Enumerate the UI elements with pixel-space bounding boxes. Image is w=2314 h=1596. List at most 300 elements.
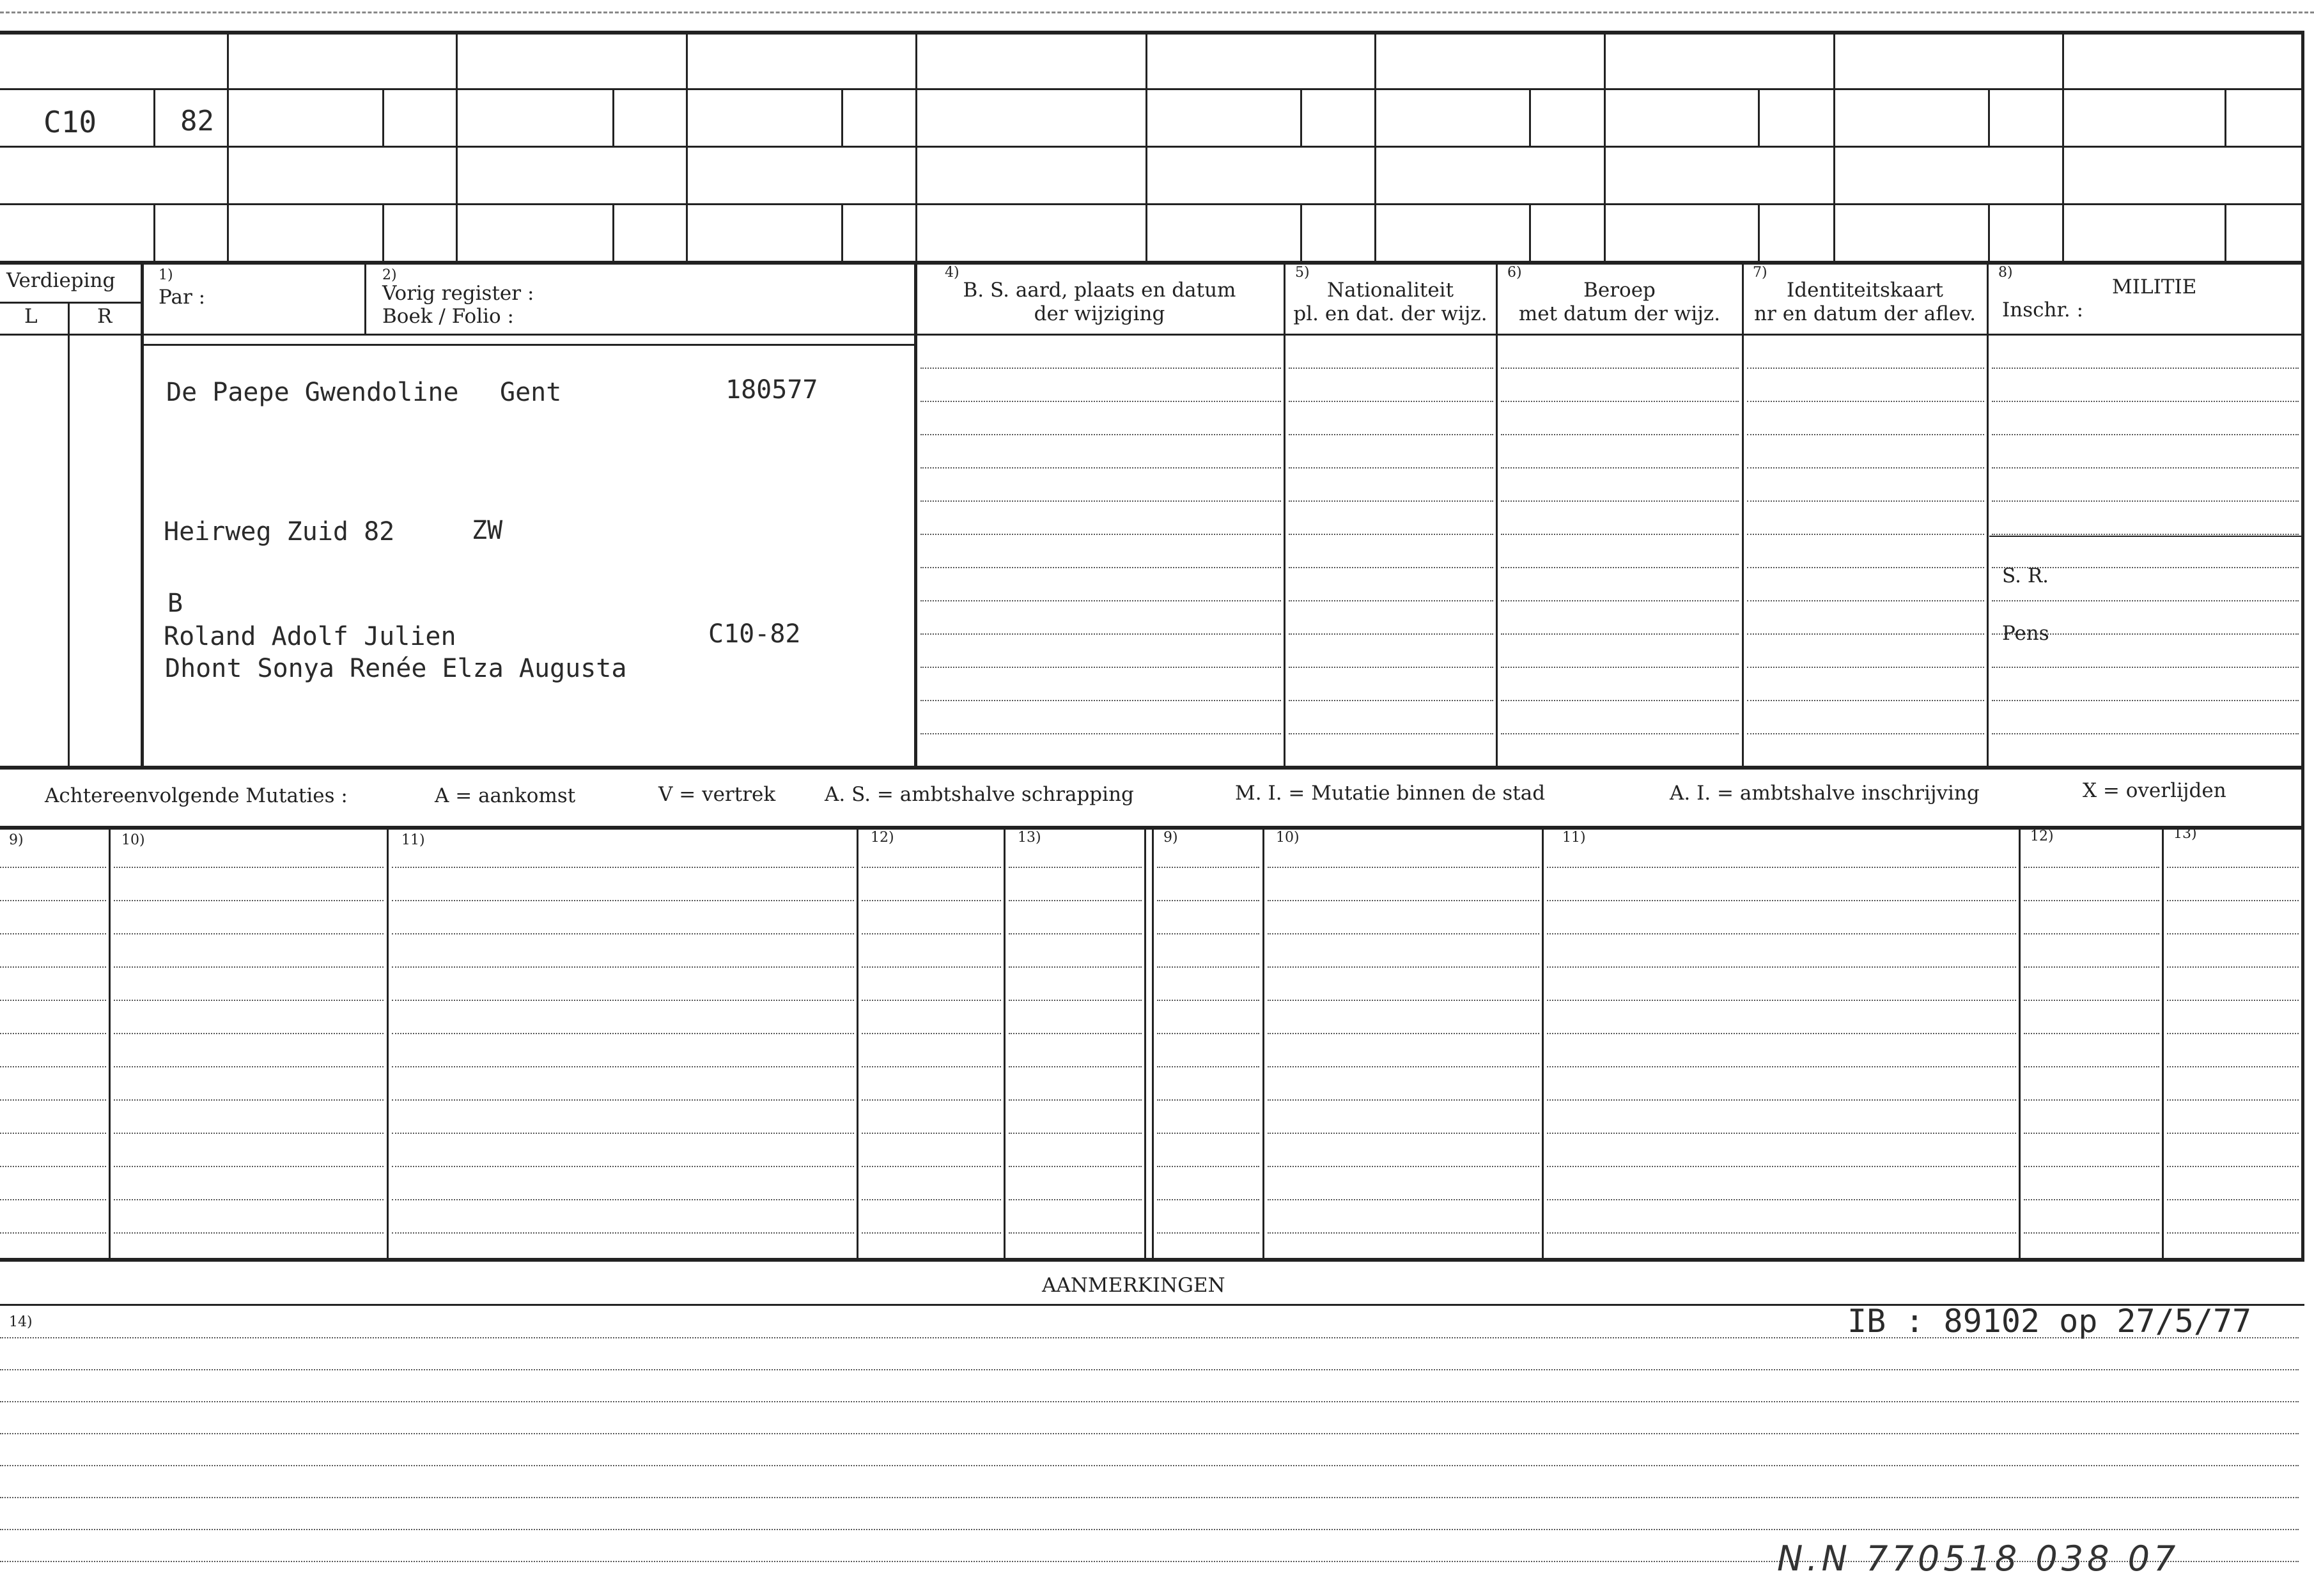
number-value: 82 [180,105,214,137]
dotted-rule [1547,1166,2016,1167]
dotted-rule [862,1199,1001,1200]
grid-sub [153,88,155,146]
dotted-rule [1992,467,2299,469]
dotted-rule [114,1099,384,1101]
ib-note: IB : 89102 op 27/5/77 [1847,1303,2252,1340]
dotted-rule [392,1066,854,1067]
dotted-rule [0,1232,106,1234]
dotted-rule [1157,1232,1259,1234]
left-label: L [24,305,38,328]
mutation-col [857,828,858,1259]
dotted-rule [392,1000,854,1001]
grid-sub [1758,203,1760,261]
dotted-rule [862,1166,1001,1167]
dotted-rule [1992,500,2299,502]
dotted-rule [2167,1000,2299,1001]
identity-card-header [1743,279,1987,326]
grid-sub [1988,88,1990,146]
dotted-rule [114,1166,384,1167]
dotted-rule [392,1166,854,1167]
pens-label: Pens [2002,622,2049,645]
dotted-rule [862,867,1001,868]
record-bottom [0,766,2304,770]
dotted-rule [1009,1199,1142,1200]
dotted-rule [392,1232,854,1234]
mutation-col-number: 12) [2030,828,2054,844]
mother-name: Dhont Sonya Renée Elza Augusta [165,654,627,683]
dotted-rule [1501,733,1739,734]
dotted-rule [1157,1199,1259,1200]
dotted-rule [1268,1099,1539,1101]
mutation-col [2019,828,2021,1259]
grid-line [0,146,2304,148]
dotted-rule [0,1337,2299,1338]
dotted-rule [114,1066,384,1067]
mutation-col-number: 10) [121,832,145,848]
dotted-rule [1289,534,1493,535]
dotted-rule [2024,900,2159,901]
dotted-rule [1009,933,1142,934]
legend-official-registration: A. I. = ambtshalve inschrijving [1670,782,1980,805]
mutation-col [109,828,111,1259]
par-label: Par : [159,286,206,309]
dotted-rule [114,1033,384,1034]
beroep-header-line1: Beroep [1583,279,1656,302]
dotted-rule [1547,966,2016,968]
reference-code: C10-82 [708,619,801,649]
dotted-rule [1157,933,1259,934]
dotted-rule [920,567,1281,568]
dotted-rule [2024,933,2159,934]
dotted-rule [920,500,1281,502]
dotted-rule [392,1033,854,1034]
field-number: 7) [1753,265,1767,281]
dotted-rule [920,733,1281,734]
mutation-col-number: 10) [1276,830,1300,846]
grid-sub [1300,88,1302,146]
dotted-rule [1747,733,1984,734]
dotted-rule [1501,567,1739,568]
dotted-rule [1747,567,1984,568]
mutation-col-number: 12) [871,830,894,846]
grid-sub [1529,88,1531,146]
dotted-rule [862,1099,1001,1101]
dotted-rule [1157,1066,1259,1067]
dotted-rule [1747,434,1984,435]
dotted-rule [1992,534,2299,535]
inschr-label: Inschr. : [2002,298,2084,322]
legend-arrival: A = aankomst [435,784,576,807]
dotted-rule [1547,933,2016,934]
dotted-rule [1009,1033,1142,1034]
dotted-rule [392,1099,854,1101]
dotted-rule [1157,867,1259,868]
dotted-rule [920,600,1281,601]
dotted-rule [0,1066,106,1067]
col-divider [1987,262,1989,767]
dotted-rule [1501,500,1739,502]
dotted-rule [2024,1133,2159,1134]
mutation-col [2162,828,2164,1259]
dotted-rule [1747,633,1984,635]
dotted-rule [114,1232,384,1234]
field-number: 6) [1507,265,1522,281]
mutation-col-number: 9) [9,832,24,848]
dotted-rule [1547,1199,2016,1200]
dotted-rule [1992,401,2299,402]
dotted-rule [1289,467,1493,469]
dotted-rule [114,1133,384,1134]
right-label: R [97,305,113,328]
lr-divider [68,302,70,767]
dotted-rule [1268,867,1539,868]
field-number: 14) [9,1314,33,1330]
dotted-rule [1747,467,1984,469]
dotted-rule [0,1133,106,1134]
dotted-rule [1268,966,1539,968]
nationality-header-line1: Nationaliteit [1326,279,1454,302]
mutation-col-number: 11) [401,832,425,848]
dotted-rule [862,1133,1001,1134]
dotted-rule [1009,1232,1142,1234]
dotted-rule [2167,1033,2299,1034]
dotted-rule [1747,500,1984,502]
dotted-rule [2167,1166,2299,1167]
top-border [0,31,2304,35]
bs-header-line1: B. S. aard, plaats en datum [963,279,1236,302]
dotted-rule [1547,1232,2016,1234]
col-divider [1284,262,1285,767]
dotted-rule [1009,1099,1142,1101]
dotted-rule [0,1529,2299,1530]
grid-sub [841,203,843,261]
mutation-col-number: 11) [1562,830,1586,846]
dotted-rule [862,1066,1001,1067]
dotted-rule [1268,900,1539,901]
dotted-rule [2024,1066,2159,1067]
mutation-col [1144,828,1146,1259]
dotted-rule [0,966,106,968]
dotted-rule [2167,1199,2299,1200]
dotted-rule [114,966,384,968]
dotted-rule [114,867,384,868]
dotted-rule [1289,633,1493,635]
dotted-rule [1547,1133,2016,1134]
dotted-rule [0,933,106,934]
dotted-rule [1992,667,2299,668]
dotted-rule [862,933,1001,934]
dotted-rule [0,1497,2299,1498]
dotted-rule [2024,867,2159,868]
dotted-rule [1289,567,1493,568]
dotted-rule [1992,600,2299,601]
national-number-note: N.N 770518 038 07 [1777,1538,2180,1579]
grid-sub [1758,88,1760,146]
dotted-rule [920,534,1281,535]
dotted-rule [392,1199,854,1200]
grid-col [1145,31,1147,262]
scan-edge [0,12,2314,13]
dotted-rule [1009,1066,1142,1067]
code-value: C10 [43,105,97,139]
field-number: 4) [945,265,959,281]
dotted-rule [2024,966,2159,968]
dotted-rule [1747,401,1984,402]
dotted-rule [1547,867,2016,868]
dotted-rule [1009,1000,1142,1001]
household-letter: B [167,589,183,618]
dotted-rule [1747,700,1984,701]
dotted-rule [1009,1166,1142,1167]
dotted-rule [1268,1033,1539,1034]
dotted-rule [920,667,1281,668]
dotted-rule [2167,900,2299,901]
dotted-rule [862,1000,1001,1001]
bs-header [915,279,1284,326]
dotted-rule [1501,467,1739,469]
dotted-rule [114,1000,384,1001]
bs-header-line2: der wijziging [1034,302,1165,326]
beroep-header-line2: met datum der wijz. [1518,302,1721,326]
beroep-header [1497,279,1742,326]
dotted-rule [1501,534,1739,535]
dotted-rule [1268,1199,1539,1200]
dotted-rule [0,900,106,901]
grid-col [2062,31,2064,262]
militie-divider [1989,536,2301,537]
dotted-rule [392,867,854,868]
dotted-rule [0,1033,106,1034]
dotted-rule [0,1401,2299,1402]
dotted-rule [1747,368,1984,369]
birthdate: 180577 [726,375,818,405]
mutation-col [1262,828,1264,1259]
right-border [2301,31,2304,1261]
dotted-rule [2024,1099,2159,1101]
dotted-rule [392,1133,854,1134]
dotted-rule [2024,1199,2159,1200]
dotted-rule [0,1465,2299,1466]
birthplace: Gent [500,378,562,407]
dotted-rule [1268,933,1539,934]
dotted-rule [1501,633,1739,635]
header-bottom [0,334,2304,336]
verdieping-label: Verdieping [6,269,116,292]
record-top [144,344,914,346]
mutation-col-number: 13) [2173,826,2197,842]
dotted-rule [1501,667,1739,668]
mutation-col [1542,828,1544,1259]
dotted-rule [1289,733,1493,734]
dotted-rule [1157,1166,1259,1167]
verdieping-divider [0,302,142,304]
dotted-rule [1992,368,2299,369]
legend-official-removal: A. S. = ambtshalve schrapping [825,783,1134,806]
dotted-rule [114,900,384,901]
dotted-rule [1009,1133,1142,1134]
dotted-rule [1992,434,2299,435]
field-number: 2) [382,267,397,283]
dotted-rule [2024,1166,2159,1167]
dotted-rule [0,1369,2299,1370]
grid-sub [2225,203,2226,261]
grid-sub [382,88,384,146]
dotted-rule [1157,1133,1259,1134]
dotted-rule [1289,434,1493,435]
dotted-rule [1547,1000,2016,1001]
dotted-rule [1501,600,1739,601]
dotted-rule [862,966,1001,968]
dotted-rule [1547,1099,2016,1101]
dotted-rule [1289,368,1493,369]
dotted-rule [1289,700,1493,701]
dotted-rule [2024,1033,2159,1034]
dotted-rule [1501,368,1739,369]
mutation-col [1004,828,1006,1259]
col-divider [1496,262,1498,767]
grid-col [227,31,229,262]
dotted-rule [2167,1232,2299,1234]
grid-col [456,31,458,262]
militie-label: MILITIE [2112,275,2197,298]
dotted-rule [1501,401,1739,402]
grid-sub [153,203,155,261]
grid-line [0,203,2304,205]
dotted-rule [1157,1033,1259,1034]
remarks-title: AANMERKINGEN [1042,1274,1225,1297]
dotted-rule [1268,1133,1539,1134]
dotted-rule [1501,434,1739,435]
dotted-rule [2167,966,2299,968]
grid-sub [1988,203,1990,261]
grid-sub [612,203,614,261]
identity-card-header-line2: nr en datum der aflev. [1754,302,1976,326]
mutation-col [387,828,389,1259]
mutation-col [1152,828,1154,1259]
dotted-rule [1268,1166,1539,1167]
dotted-rule [1268,1232,1539,1234]
dotted-rule [2167,933,2299,934]
dotted-rule [1289,401,1493,402]
grid-sub [382,203,384,261]
dotted-rule [1747,600,1984,601]
dotted-rule [0,1000,106,1001]
dotted-rule [920,633,1281,635]
dotted-rule [1157,900,1259,901]
dotted-rule [920,700,1281,701]
legend-death: X = overlijden [2083,779,2226,802]
dotted-rule [1268,1000,1539,1001]
dotted-rule [1747,667,1984,668]
dotted-rule [392,966,854,968]
legend-title: Achtereenvolgende Mutaties : [45,784,348,807]
dotted-rule [1009,867,1142,868]
dotted-rule [1547,1066,2016,1067]
dotted-rule [1157,966,1259,968]
dotted-rule [920,434,1281,435]
district: ZW [472,516,503,545]
person-name: De Paepe Gwendoline [166,378,459,407]
nationality-header-line2: pl. en dat. der wijz. [1293,302,1487,326]
grid-line [0,261,2304,265]
grid-col [915,31,917,262]
dotted-rule [0,1199,106,1200]
dotted-rule [1289,667,1493,668]
dotted-rule [1157,1000,1259,1001]
grid-col [1374,31,1376,262]
grid-sub [1300,203,1302,261]
dotted-rule [0,1099,106,1101]
dotted-rule [114,933,384,934]
col-divider [141,262,144,767]
dotted-rule [114,1199,384,1200]
dotted-rule [862,1232,1001,1234]
dotted-rule [2167,1066,2299,1067]
dotted-rule [1289,600,1493,601]
dotted-rule [1009,966,1142,968]
boek-folio-label: Boek / Folio : [382,305,514,328]
dotted-rule [0,867,106,868]
mutation-col-number: 9) [1163,830,1178,846]
dotted-rule [1268,1066,1539,1067]
dotted-rule [2167,867,2299,868]
field-number: 5) [1295,265,1310,281]
grid-sub [841,88,843,146]
address: Heirweg Zuid 82 [164,517,395,546]
grid-sub [2225,88,2226,146]
dotted-rule [862,900,1001,901]
dotted-rule [920,467,1281,469]
mutation-col-number: 13) [1018,830,1041,846]
grid-sub [612,88,614,146]
grid-line [0,88,2304,90]
father-name: Roland Adolf Julien [164,622,456,651]
sr-label: S. R. [2002,564,2049,587]
dotted-rule [920,368,1281,369]
field-number: 1) [159,267,173,283]
dotted-rule [0,1166,106,1167]
nationality-header [1285,279,1496,326]
dotted-rule [1289,500,1493,502]
vorig-register-label: Vorig register : [382,282,534,305]
dotted-rule [392,900,854,901]
legend-departure: V = vertrek [658,783,776,806]
dotted-rule [392,933,854,934]
grid-col [1833,31,1835,262]
field-number: 8) [1998,265,2013,281]
dotted-rule [2167,1099,2299,1101]
dotted-rule [862,1033,1001,1034]
dotted-rule [1747,534,1984,535]
dotted-rule [2167,1133,2299,1134]
col-divider [1742,262,1744,767]
legend-city-move: M. I. = Mutatie binnen de stad [1235,782,1546,805]
dotted-rule [1157,1099,1259,1101]
dotted-rule [1009,900,1142,901]
dotted-rule [1547,1033,2016,1034]
col-divider [914,262,917,767]
identity-card-header-line1: Identiteitskaart [1787,279,1943,302]
dotted-rule [1992,700,2299,701]
grid-col [1604,31,1606,262]
dotted-rule [0,1433,2299,1434]
dotted-rule [1992,733,2299,734]
dotted-rule [2024,1000,2159,1001]
dotted-rule [920,401,1281,402]
remarks-top [0,1258,2304,1262]
dotted-rule [1501,700,1739,701]
grid-sub [1529,203,1531,261]
